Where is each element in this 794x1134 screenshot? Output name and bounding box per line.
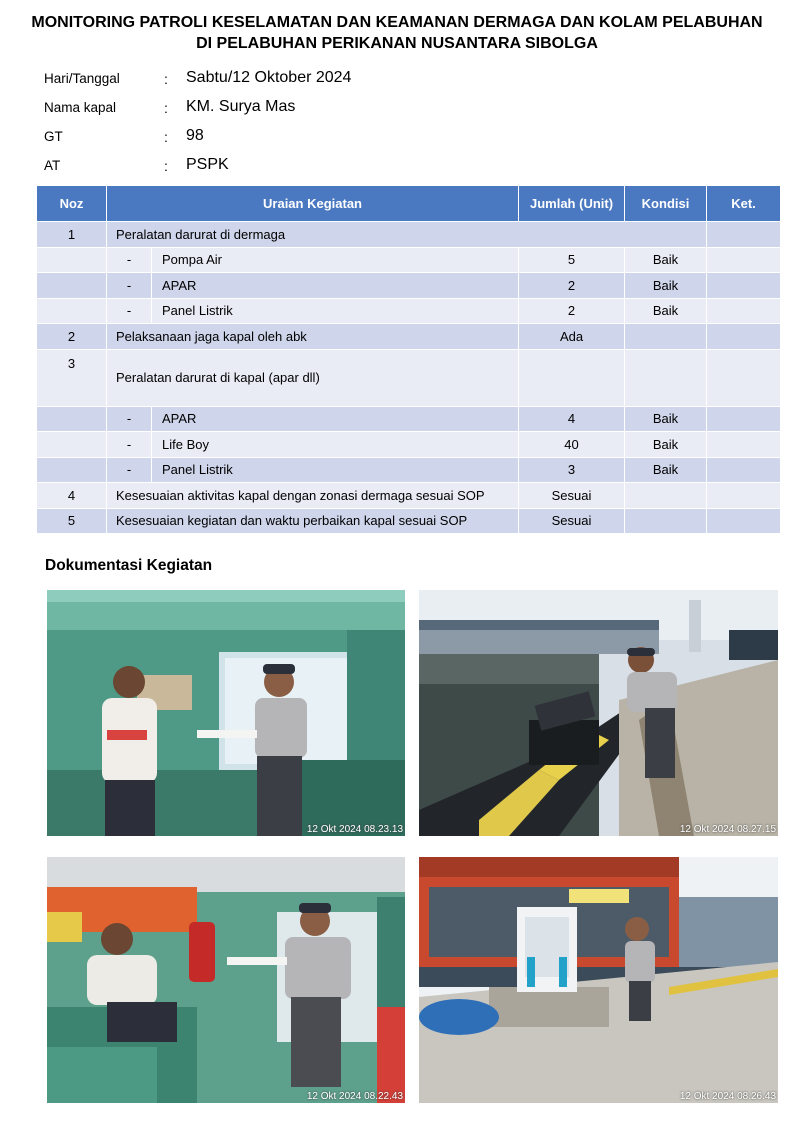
cell-ket bbox=[707, 508, 781, 534]
cell-ket bbox=[707, 298, 781, 324]
cell-kondisi bbox=[625, 508, 707, 534]
document-title bbox=[0, 12, 794, 54]
info-value: Sabtu/12 Oktober 2024 bbox=[186, 69, 352, 86]
cell-jumlah: 4 bbox=[519, 406, 625, 432]
info-value: PSPK bbox=[186, 156, 229, 173]
header-ket: Ket. bbox=[707, 186, 781, 222]
cell-jumlah: 5 bbox=[519, 247, 625, 273]
table-row bbox=[37, 222, 781, 248]
table-header-row bbox=[37, 186, 781, 222]
cell-item: Peralatan darurat di kapal (apar dll) bbox=[107, 349, 519, 406]
cell-kondisi: Baik bbox=[625, 247, 707, 273]
table-row bbox=[37, 432, 781, 458]
cell-jumlah: Sesuai bbox=[519, 483, 625, 509]
table-row bbox=[37, 457, 781, 483]
cell-item: Life Boy bbox=[152, 432, 519, 458]
cell-dash: - bbox=[107, 406, 152, 432]
cell-kondisi: Baik bbox=[625, 406, 707, 432]
cell-kondisi bbox=[625, 324, 707, 350]
info-row-at bbox=[44, 153, 544, 182]
cell-dash: - bbox=[107, 273, 152, 299]
cell-jumlah: 40 bbox=[519, 432, 625, 458]
documentation-title: Dokumentasi Kegiatan bbox=[45, 557, 213, 574]
info-label: Hari/Tanggal bbox=[44, 71, 120, 86]
cell-ket bbox=[707, 432, 781, 458]
cell-kondisi bbox=[625, 483, 707, 509]
info-label: AT bbox=[44, 158, 61, 173]
header-uraian: Uraian Kegiatan bbox=[107, 186, 519, 222]
cell-dash: - bbox=[107, 247, 152, 273]
table-row bbox=[37, 483, 781, 509]
table-row bbox=[37, 324, 781, 350]
table-row bbox=[37, 247, 781, 273]
cell-no: 1 bbox=[37, 222, 107, 248]
header-kondisi: Kondisi bbox=[625, 186, 707, 222]
cell-item: Pelaksanaan jaga kapal oleh abk bbox=[107, 324, 519, 350]
photo-timestamp: 12 Okt 2024 08.23.13 bbox=[306, 824, 403, 835]
cell-jumlah bbox=[519, 349, 625, 406]
photo-wheelhouse-inspection bbox=[47, 590, 405, 836]
cell-item: Kesesuaian kegiatan dan waktu perbaikan kapal sesuai SOP bbox=[107, 508, 519, 534]
cell-kondisi: Baik bbox=[625, 273, 707, 299]
cell-item: APAR bbox=[152, 273, 519, 299]
cell-no bbox=[37, 457, 107, 483]
cell-dash: - bbox=[107, 298, 152, 324]
cell-jumlah: 2 bbox=[519, 298, 625, 324]
photo-timestamp: 12 Okt 2024 08.26.43 bbox=[679, 1091, 776, 1102]
cell-ket bbox=[707, 349, 781, 406]
table-row bbox=[37, 298, 781, 324]
info-colon: : bbox=[164, 100, 168, 116]
cell-ket bbox=[707, 324, 781, 350]
info-colon: : bbox=[164, 129, 168, 145]
cell-jumlah: 3 bbox=[519, 457, 625, 483]
info-row-ship-name bbox=[44, 95, 544, 124]
cell-no: 4 bbox=[37, 483, 107, 509]
cell-dash: - bbox=[107, 432, 152, 458]
cell-no bbox=[37, 406, 107, 432]
photo-cabin-inspection bbox=[47, 857, 405, 1103]
cell-jumlah: Sesuai bbox=[519, 508, 625, 534]
cell-no bbox=[37, 432, 107, 458]
photo-timestamp: 12 Okt 2024 08.22.43 bbox=[306, 1091, 403, 1102]
cell-ket bbox=[707, 222, 781, 248]
info-value: KM. Surya Mas bbox=[186, 98, 296, 115]
photo-dock-power-station bbox=[419, 857, 778, 1103]
table-row bbox=[37, 508, 781, 534]
photo-timestamp: 12 Okt 2024 08.27.15 bbox=[679, 824, 776, 835]
cell-kondisi: Baik bbox=[625, 457, 707, 483]
cell-jumlah: Ada bbox=[519, 324, 625, 350]
cell-kondisi bbox=[625, 349, 707, 406]
table-row bbox=[37, 349, 781, 406]
cell-no: 5 bbox=[37, 508, 107, 534]
cell-item: Pompa Air bbox=[152, 247, 519, 273]
cell-no: 2 bbox=[37, 324, 107, 350]
info-row-gt bbox=[44, 124, 544, 153]
header-jumlah: Jumlah (Unit) bbox=[519, 186, 625, 222]
cell-ket bbox=[707, 483, 781, 509]
cell-no: 3 bbox=[37, 349, 107, 406]
table-row bbox=[37, 273, 781, 299]
cell-no bbox=[37, 298, 107, 324]
cell-kondisi: Baik bbox=[625, 432, 707, 458]
cell-item: APAR bbox=[152, 406, 519, 432]
info-label: GT bbox=[44, 129, 63, 144]
cell-ket bbox=[707, 457, 781, 483]
cell-item: Panel Listrik bbox=[152, 298, 519, 324]
cell-item: Panel Listrik bbox=[152, 457, 519, 483]
table-row bbox=[37, 406, 781, 432]
photo-dock-panel-inspection bbox=[419, 590, 778, 836]
info-row-date bbox=[44, 66, 544, 95]
info-value: 98 bbox=[186, 127, 204, 144]
cell-no bbox=[37, 273, 107, 299]
cell-ket bbox=[707, 406, 781, 432]
activity-table bbox=[36, 185, 781, 534]
cell-ket bbox=[707, 247, 781, 273]
title-line-2: DI PELABUHAN PERIKANAN NUSANTARA SIBOLGA bbox=[196, 35, 598, 52]
cell-jumlah: 2 bbox=[519, 273, 625, 299]
cell-kondisi: Baik bbox=[625, 298, 707, 324]
info-colon: : bbox=[164, 71, 168, 87]
cell-no bbox=[37, 247, 107, 273]
title-line-1: MONITORING PATROLI KESELAMATAN DAN KEAMANAN DERMAGA DAN KOLAM PELABUHAN bbox=[31, 14, 763, 31]
info-block bbox=[44, 66, 544, 182]
cell-item: Peralatan darurat di dermaga bbox=[107, 222, 707, 248]
cell-dash: - bbox=[107, 457, 152, 483]
header-no: Noz bbox=[37, 186, 107, 222]
info-label: Nama kapal bbox=[44, 100, 117, 115]
cell-item: Kesesuaian aktivitas kapal dengan zonasi dermaga sesuai SOP bbox=[107, 483, 519, 509]
cell-ket bbox=[707, 273, 781, 299]
info-colon: : bbox=[164, 158, 168, 174]
